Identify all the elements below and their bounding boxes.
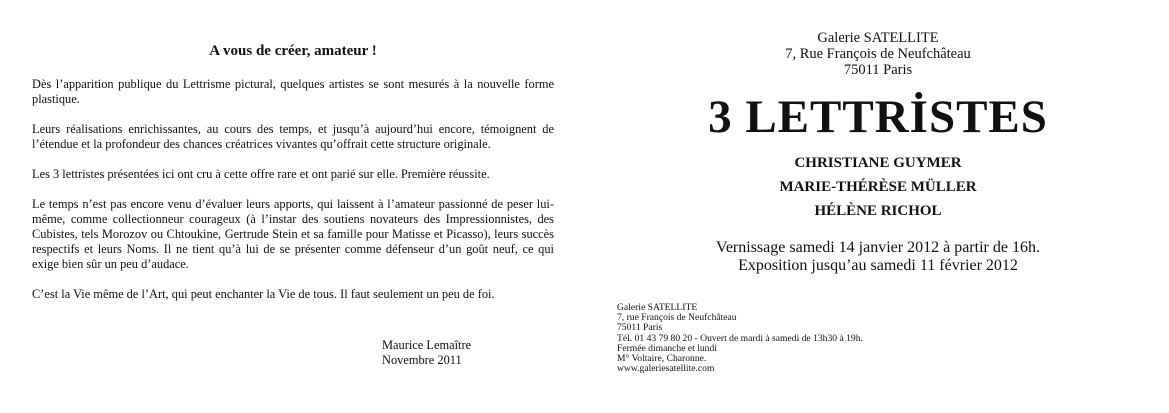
- contact-metro: M° Voltaire, Charonne.: [617, 353, 707, 365]
- contact-city: 75011 Paris: [617, 322, 663, 334]
- gallery-contact-block: [617, 303, 863, 374]
- contact-gallery-name: Galerie SATELLITE: [617, 302, 698, 313]
- artist-name: HÉLÈNE RICHOL: [814, 203, 942, 219]
- essay-heading: A vous de créer, amateur !: [209, 43, 377, 59]
- contact-website: www.galeriesatellite.com: [617, 363, 715, 375]
- contact-phone-hours: Tél. 01 43 79 80 20 - Ouvert de mardi à samedi de 13h30 à 19h.: [617, 332, 863, 344]
- essay-paragraph-3: Les 3 lettristes présentées ici ont cru à cette offre rare et ont parié sur elle. Première réussite.: [32, 167, 490, 181]
- essay-paragraph-4: Le temps n’est pas encore venu d’évaluer leurs apports, qui laissent à l’amateur passionné de peser lui-même, comme collectionneur courageux (à l’instar des soutiens novateurs des Impressionnistes, des Cubistes, tels Morozov ou Chtoukine, Gertrude Stein et sa famille pour Matisse et Picasso), leurs succès respectifs et leurs Noms. Il ne tient qu’à lui de se présenter comme défenseur d’un goût neuf, ce qui exige bien sûr un peu d’audace.: [32, 197, 554, 271]
- essay-paragraph-2: Leurs réalisations enrichissantes, au cours des temps, et jusqu’à aujourd’hui encore, témoignent de l’étendue et la profondeur des chances créatrices vivantes qu’offrait cette structure originale.: [32, 122, 554, 151]
- contact-street: 7, rue François de Neufchâteau: [617, 312, 737, 324]
- artist-list: [604, 151, 1152, 223]
- vernissage-date: Vernissage samedi 14 janvier 2012 à partir de 16h.: [716, 239, 1040, 256]
- signature-date: Novembre 2011: [382, 353, 462, 367]
- exhibition-end-date: Exposition jusqu’au samedi 11 février 2012: [738, 257, 1018, 274]
- gallery-street: 7, Rue François de Neufchâteau: [785, 46, 971, 62]
- gallery-name: Galerie SATELLITE: [817, 30, 939, 46]
- contact-closed-days: Fermée dimanche et lundi: [617, 342, 717, 354]
- essay-paragraph-1: Dès l’apparition publique du Lettrisme pictural, quelques artistes se sont mesurés à la nouvelle forme plastique.: [32, 77, 554, 106]
- signature: [382, 338, 471, 368]
- essay-column: [32, 42, 554, 317]
- signature-name: Maurice Lemaître: [382, 338, 472, 352]
- essay-paragraph-5: C’est la Vie même de l’Art, qui peut enchanter la Vie de tous. Il faut seulement un peu de foi.: [32, 287, 495, 301]
- gallery-city: 75011 Paris: [843, 62, 913, 78]
- exhibition-title: 3 LETTRİSTES: [708, 91, 1048, 143]
- dates: [604, 239, 1152, 275]
- artist-name: MARIE-THÉRÈSE MÜLLER: [779, 179, 977, 195]
- artist-name: CHRISTIANE GUYMER: [794, 155, 962, 171]
- invitation-column: [604, 30, 1152, 275]
